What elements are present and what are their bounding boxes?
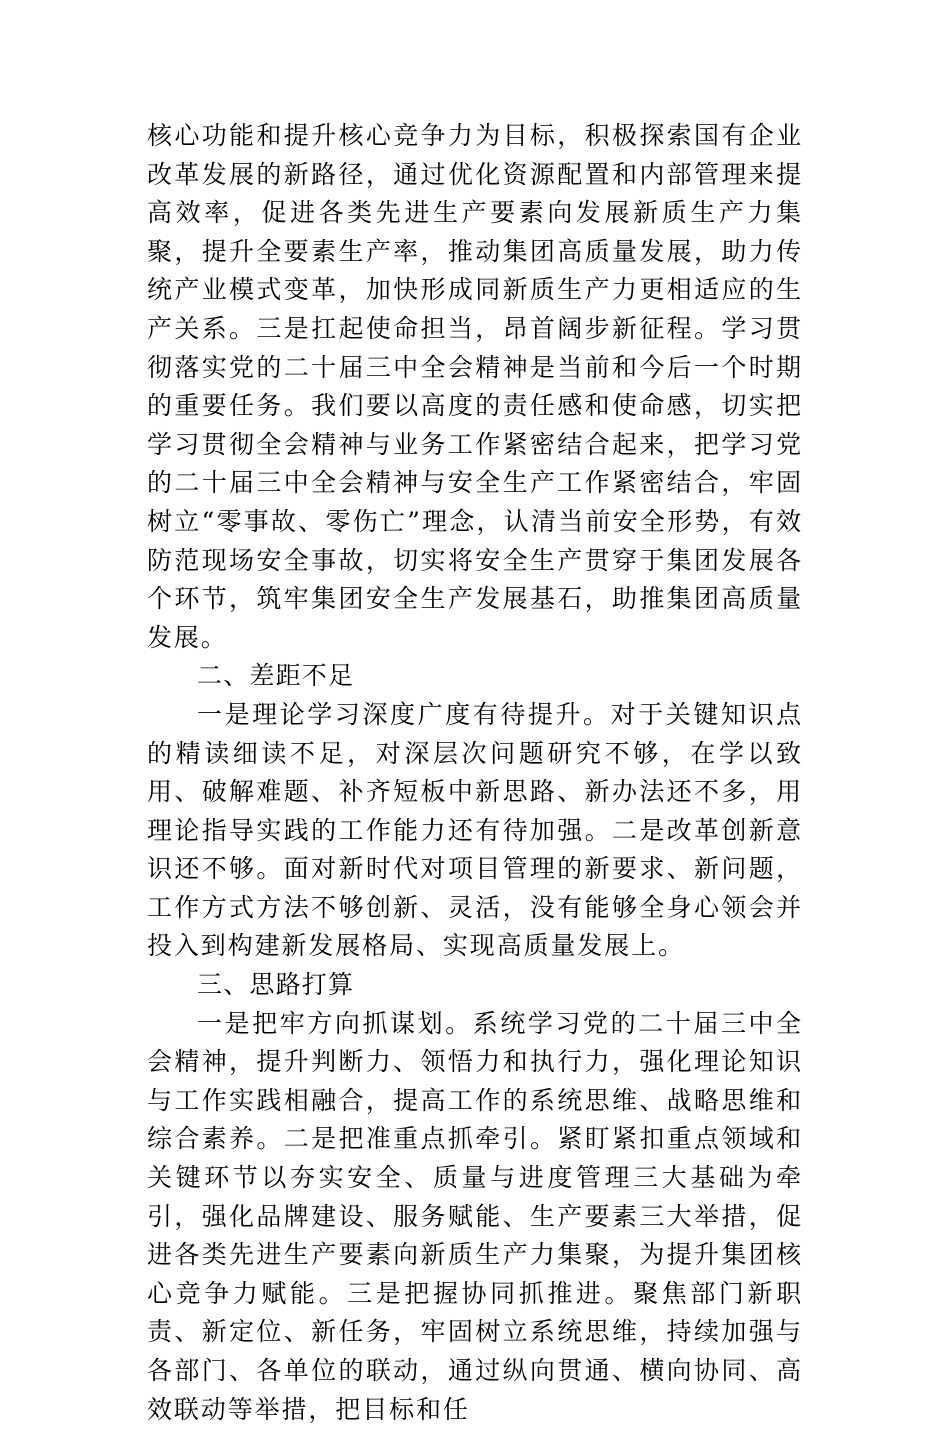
document-body [147,117,803,1429]
body-paragraph-plans: 一是把牢方向抓谋划。系统学习党的二十届三中全会精神，提升判断力、领悟力和执行力，强化理论知识与工作实践相融合，提高工作的系统思维、战略思维和综合素养。二是把准重点抓牵引。紧盯紧扣重点领域和关键环节以夯实安全、质量与进度管理三大基础为牵引，强化品牌建设、服务赋能、生产要素三大举措，促进各类先进生产要素向新质生产力集聚，为提升集团核心竞争力赋能。三是把握协同抓推进。聚焦部门新职责、新定位、新任务，牢固树立系统思维，持续加强与各部门、各单位的联动，通过纵向贯通、横向协同、高效联动等举措，把目标和任 [147,1008,803,1424]
section-heading-plans: 三、思路打算 [197,970,355,1000]
section-heading-gaps: 二、差距不足 [197,661,355,691]
body-paragraph-gaps: 一是理论学习深度广度有待提升。对于关键知识点的精读细读不足，对深层次问题研究不够，在学以致用、破解难题、补齐短板中新思路、新办法还不多，用理论指导实践的工作能力还有待加强。二是改革创新意识还不够。面对新时代对项目管理的新要求、新问题，工作方式方法不够创新、灵活，没有能够全身心领会并投入到构建新发展格局、实现高质量发展上。 [147,699,803,961]
body-paragraph-continued: 核心功能和提升核心竞争力为目标，积极探索国有企业改革发展的新路径，通过优化资源配置和内部管理来提高效率，促进各类先进生产要素向发展新质生产力集聚，提升全要素生产率，推动集团高质量发展，助力传统产业模式变革，加快形成同新质生产力更相适应的生产关系。三是扛起使命担当，昂首阔步新征程。学习贯彻落实党的二十届三中全会精神是当前和今后一个时期的重要任务。我们要以高度的责任感和使命感，切实把学习贯彻全会精神与业务工作紧密结合起来，把学习党的二十届三中全会精神与安全生产工作紧密结合，牢固树立“零事故、零伤亡”理念，认清当前安全形势，有效防范现场安全事故，切实将安全生产贯穿于集团发展各个环节，筑牢集团安全生产发展基石，助推集团高质量发展。 [147,121,803,652]
